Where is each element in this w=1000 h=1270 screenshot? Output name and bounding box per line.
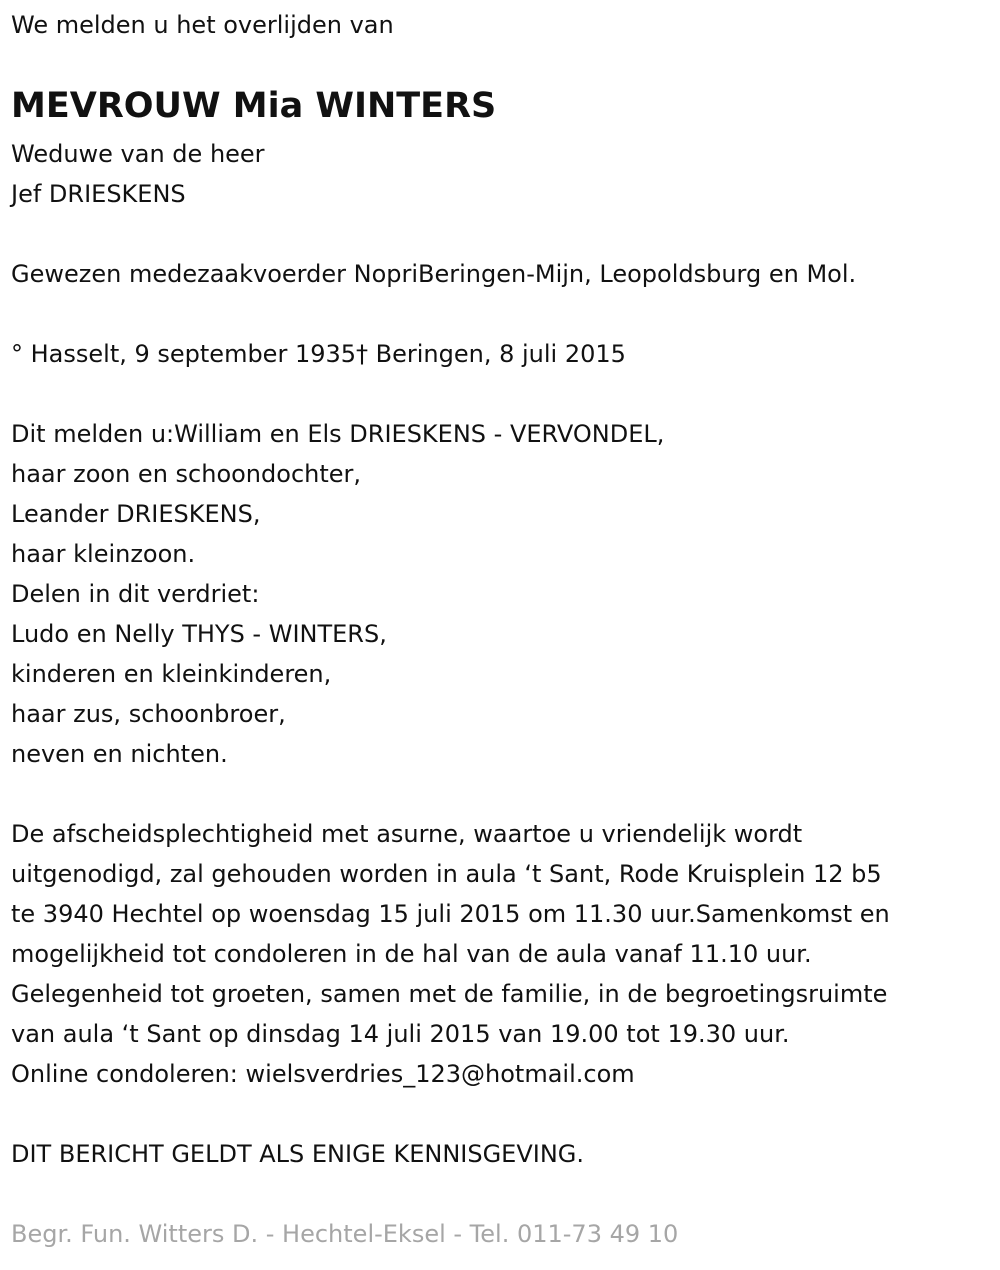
birth-death-dates: ° Hasselt, 9 september 1935† Beringen, 8 juli 2015 <box>11 340 626 368</box>
ceremony-line: De afscheidsplechtigheid met asurne, waartoe u vriendelijk wordt <box>11 820 803 848</box>
family-line: neven en nichten. <box>11 740 228 768</box>
widow-of-line-1: Weduwe van de heer <box>11 140 265 168</box>
intro-text: We melden u het overlijden van <box>11 11 394 39</box>
family-line: Dit melden u:William en Els DRIESKENS - VERVONDEL, <box>11 420 665 448</box>
notice-text: DIT BERICHT GELDT ALS ENIGE KENNISGEVING. <box>11 1140 585 1168</box>
family-line: haar zus, schoonbroer, <box>11 700 286 728</box>
family-line: haar kleinzoon. <box>11 540 196 568</box>
ceremony-line: van aula ‘t Sant op dinsdag 14 juli 2015 van 19.00 tot 19.30 uur. <box>11 1020 790 1048</box>
family-line: haar zoon en schoondochter, <box>11 460 362 488</box>
funeral-home-footer: Begr. Fun. Witters D. - Hechtel-Eksel - Tel. 011-73 49 10 <box>11 1220 679 1248</box>
ceremony-line: te 3940 Hechtel op woensdag 15 juli 2015 om 11.30 uur.Samenkomst en <box>11 900 890 928</box>
widow-of-line-2: Jef DRIESKENS <box>11 180 186 208</box>
family-line: Delen in dit verdriet: <box>11 580 260 608</box>
ceremony-line: mogelijkheid tot condoleren in de hal van de aula vanaf 11.10 uur. <box>11 940 812 968</box>
family-line: Ludo en Nelly THYS - WINTERS, <box>11 620 387 648</box>
family-line: kinderen en kleinkinderen, <box>11 660 332 688</box>
online-condolence-line: Online condoleren: wielsverdries_123@hotmail.com <box>11 1060 635 1088</box>
occupation-text: Gewezen medezaakvoerder NopriBeringen-Mijn, Leopoldsburg en Mol. <box>11 260 857 288</box>
deceased-name: MEVROUW Mia WINTERS <box>11 86 497 126</box>
ceremony-line: uitgenodigd, zal gehouden worden in aula ‘t Sant, Rode Kruisplein 12 b5 <box>11 860 882 888</box>
family-line: Leander DRIESKENS, <box>11 500 261 528</box>
ceremony-line: Gelegenheid tot groeten, samen met de familie, in de begroetingsruimte <box>11 980 888 1008</box>
